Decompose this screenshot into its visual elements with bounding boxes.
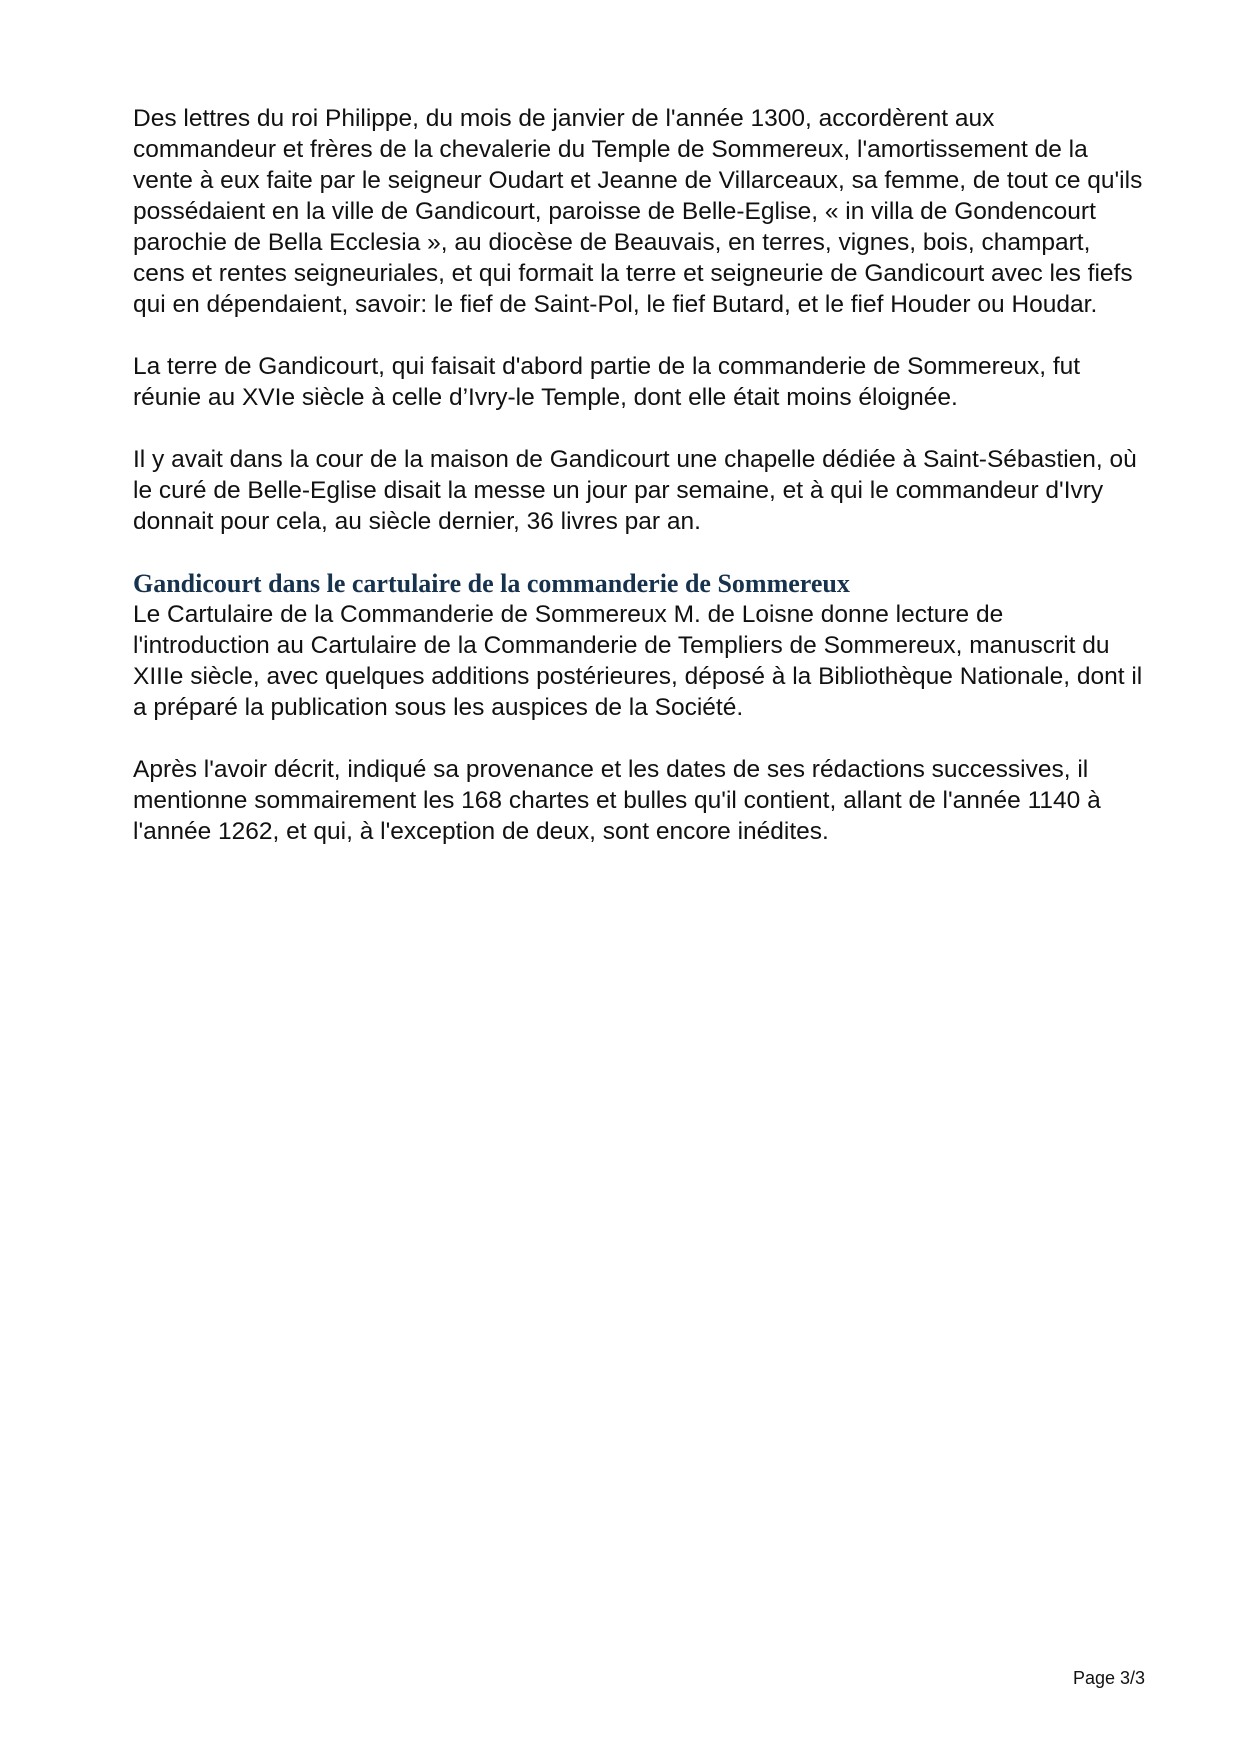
page-number: Page 3/3 <box>1072 1668 1145 1688</box>
paragraph-lettres-roi-philippe: Des lettres du roi Philippe, du mois de janvier de l'année 1300, accordèrent aux commandeur et frères de la chevalerie du Temple de Sommereux, l'amortissement de la vente à eux faite par le seigneur Oudart et Jeanne de Villarceaux, sa femme, de tout ce qu'ils possédaient en la ville de Gandicourt, paroisse de Belle-Eglise, « in villa de Gondencourt parochie de Bella Ecclesia », au diocèse de Beauvais, en terres, vignes, bois, champart, cens et rentes seigneuriales, et qui formait la terre et seigneurie de Gandicourt avec les fiefs qui en dépendaient, savoir: le fief de Saint-Pol, le fief Butard, et le fief Houder ou Houdar. <box>133 105 1143 318</box>
paragraph-cartulaire-chartes: Après l'avoir décrit, indiqué sa provenance et les dates de ses rédactions successives, il mentionne sommairement les 168 chartes et bulles qu'il contient, allant de l'année 1140 à l'année 1262, et qui, à l'exception de deux, sont encore inédites. <box>133 756 1101 845</box>
section-heading: Gandicourt dans le cartulaire de la commanderie de Sommereux <box>133 569 850 598</box>
document-body <box>133 103 1143 878</box>
paragraph-terre-gandicourt: La terre de Gandicourt, qui faisait d'abord partie de la commanderie de Sommereux, fut réunie au XVIe siècle à celle d’Ivry-le Temple, dont elle était moins éloignée. <box>133 353 1081 411</box>
paragraph-chapelle-saint-sebastien: Il y avait dans la cour de la maison de Gandicourt une chapelle dédiée à Saint-Sébastien, où le curé de Belle-Eglise disait la messe un jour par semaine, et à qui le commandeur d'Ivry donnait pour cela, au siècle dernier, 36 livres par an. <box>133 446 1137 535</box>
paragraph-cartulaire-introduction: Le Cartulaire de la Commanderie de Sommereux M. de Loisne donne lecture de l'introduction au Cartulaire de la Commanderie de Templiers de Sommereux, manuscrit du XIIIe siècle, avec quelques additions postérieures, déposé à la Bibliothèque Nationale, dont il a préparé la publication sous les auspices de la Société. <box>133 601 1143 721</box>
